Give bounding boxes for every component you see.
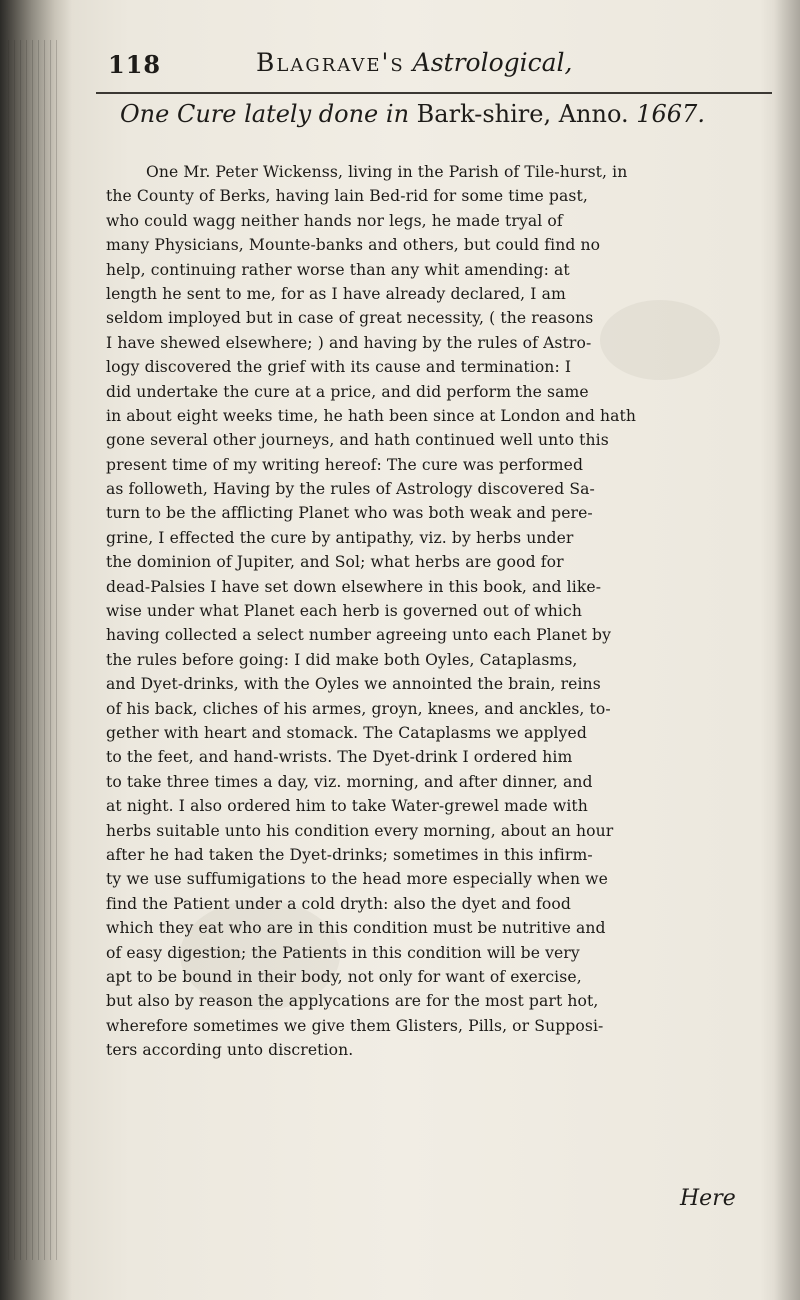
text-line: many Physicians, Mounte-banks and others, but could find no [106,236,601,255]
text-line: help, continuing rather worse than any whit amending: at [106,260,570,279]
catchword: Here [680,1186,736,1211]
text-line: wise under what Planet each herb is governed out of which [106,602,582,621]
section-title-italic: One Cure lately done in [120,100,410,128]
running-head-author: Blagrave's [256,48,405,77]
gutter-texture [8,40,58,1260]
page-number: 118 [108,50,162,79]
text-line: but also by reason the applycations are for the most part hot, [106,992,599,1011]
text-line: who could wagg neither hands nor legs, he made tryal of [106,211,563,230]
text-line: I have shewed elsewhere; ) and having by the rules of Astro- [106,333,592,352]
text-line: apt to be bound in their body, not only for want of exercise, [106,967,582,986]
text-line: gone several other journeys, and hath continued well unto this [106,431,609,450]
page-edge-shadow [774,0,800,1300]
text-line: gether with heart and stomack. The Cataplasms we applyed [106,723,587,742]
text-line: and Dyet-drinks, with the Oyles we annointed the brain, reins [106,675,601,694]
text-line: herbs suitable unto his condition every morning, about an hour [106,821,614,840]
text-line: after he had taken the Dyet-drinks; sometimes in this infirm- [106,845,593,864]
section-title-place: Bark-shire, Anno. [416,100,629,128]
text-line: did undertake the cure at a price, and did perform the same [106,382,589,401]
section-title [120,100,760,128]
text-line: grine, I effected the cure by antipathy, viz. by herbs under [106,528,574,547]
text-line: turn to be the afflicting Planet who was both weak and pere- [106,504,593,523]
running-head-title [256,48,572,77]
running-head-subject: Astrological, [412,48,573,77]
text-line: dead-Palsies I have set down elsewhere in this book, and like- [106,577,602,596]
text-line: present time of my writing hereof: The cure was performed [106,455,584,474]
text-line: wherefore sometimes we give them Glisters, Pills, or Supposi- [106,1016,604,1035]
text-line: ty we use suffumigations to the head more especially when we [106,870,608,889]
text-line: the rules before going: I did make both Oyles, Cataplasms, [106,650,578,669]
text-line: to take three times a day, viz. morning, and after dinner, and [106,772,593,791]
body-text [106,160,770,1062]
text-line: the dominion of Jupiter, and Sol; what herbs are good for [106,553,564,572]
text-line: which they eat who are in this condition must be nutritive and [106,919,606,938]
text-line: the County of Berks, having lain Bed-rid for some time past, [106,187,588,206]
text-line: length he sent to me, for as I have already declared, I am [106,284,566,303]
text-line: of his back, cliches of his armes, groyn, knees, and anckles, to- [106,699,611,718]
section-title-year: 1667. [636,100,705,128]
text-line: to the feet, and hand-wrists. The Dyet-drink I ordered him [106,748,573,767]
running-header [108,44,748,88]
text-line: find the Patient under a cold dryth: also the dyet and food [106,894,571,913]
text-line: as followeth, Having by the rules of Astrology discovered Sa- [106,480,595,499]
text-line: at night. I also ordered him to take Water-grewel made with [106,797,588,816]
text-line: logy discovered the grief with its cause and termination: I [106,358,572,377]
text-line: having collected a select number agreeing unto each Planet by [106,626,612,645]
header-rule [96,92,772,94]
text-line: of easy digestion; the Patients in this condition will be very [106,943,580,962]
text-line: One Mr. Peter Wickenss, living in the Parish of Tile-hurst, in [146,163,628,181]
text-line: seldom imployed but in case of great necessity, ( the reasons [106,309,594,328]
text-line: ters according unto discretion. [106,1041,354,1060]
text-line: in about eight weeks time, he hath been since at London and hath [106,406,637,425]
